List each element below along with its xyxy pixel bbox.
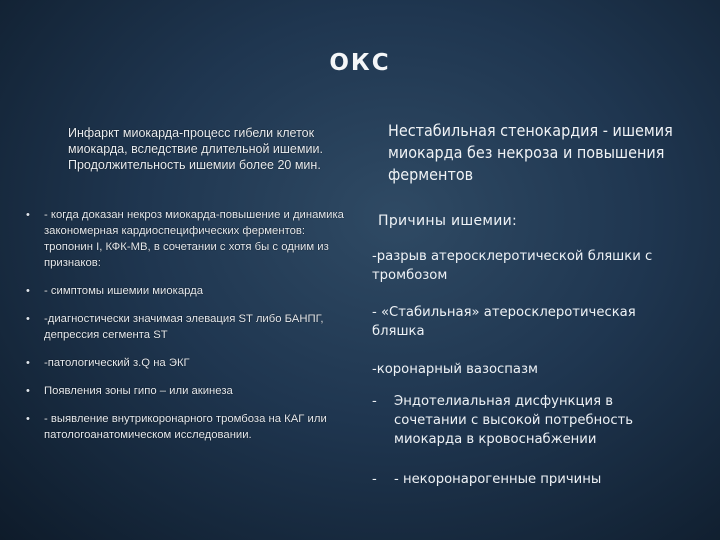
cause-item-text: - некоронарогенные причины xyxy=(394,472,602,487)
cause-item: -разрыв атеросклеротической бляшки с тромбозом xyxy=(372,249,653,283)
bullet-icon: • xyxy=(26,385,30,397)
slide-title: ОКС xyxy=(329,50,391,76)
list-item-text: Появления зоны гипо – или акинеза xyxy=(44,385,233,397)
bullet-icon: • xyxy=(26,313,30,325)
dash-marker: - xyxy=(372,394,377,409)
cause-item xyxy=(372,470,692,489)
mi-criteria-list xyxy=(26,207,356,455)
list-item-text: - симптомы ишемии миокарда xyxy=(44,285,204,297)
list-item-text: -диагностически значимая элевация ST либо БАНПГ, депрессия сегмента ST xyxy=(44,313,324,341)
bullet-icon: • xyxy=(26,209,30,221)
bullet-icon: • xyxy=(26,357,30,369)
mi-definition: Инфаркт миокарда-процесс гибели клеток миокарда, вследствие длительной ишемии. Продолжительность ишемии более 20 мин. xyxy=(68,126,323,172)
list-item xyxy=(26,311,356,343)
bullet-icon: • xyxy=(26,413,30,425)
cause-item-text: Эндотелиальная дисфункция в сочетании с высокой потребность миокарда в кровоснабжении xyxy=(394,394,634,447)
list-item-text: - когда доказан некроз миокарда-повышение и динамика закономерная кардиоспецифических ферментов: тропонин I, КФК-МВ, в сочетании с хотя бы с одним из признаков: xyxy=(44,209,344,269)
list-item xyxy=(26,283,356,299)
list-item xyxy=(26,355,356,371)
list-item xyxy=(26,383,356,399)
unstable-angina-heading: Нестабильная стенокардия - ишемия миокарда без некроза и повышения ферментов xyxy=(388,121,673,184)
cause-item: -коронарный вазоспазм xyxy=(372,362,538,377)
list-item-text: -патологический з.Q на ЭКГ xyxy=(44,357,190,369)
list-item xyxy=(26,411,356,443)
list-item xyxy=(26,207,356,271)
cause-item xyxy=(372,392,692,449)
cause-item: - «Стабильная» атеросклеротическая бляшка xyxy=(372,305,636,339)
causes-label: Причины ишемии: xyxy=(378,213,518,229)
list-item-text: - выявление внутрикоронарного тромбоза на КАГ или патологоанатомическом исследовании. xyxy=(44,413,327,441)
bullet-icon: • xyxy=(26,285,30,297)
dash-marker: - xyxy=(372,472,377,487)
